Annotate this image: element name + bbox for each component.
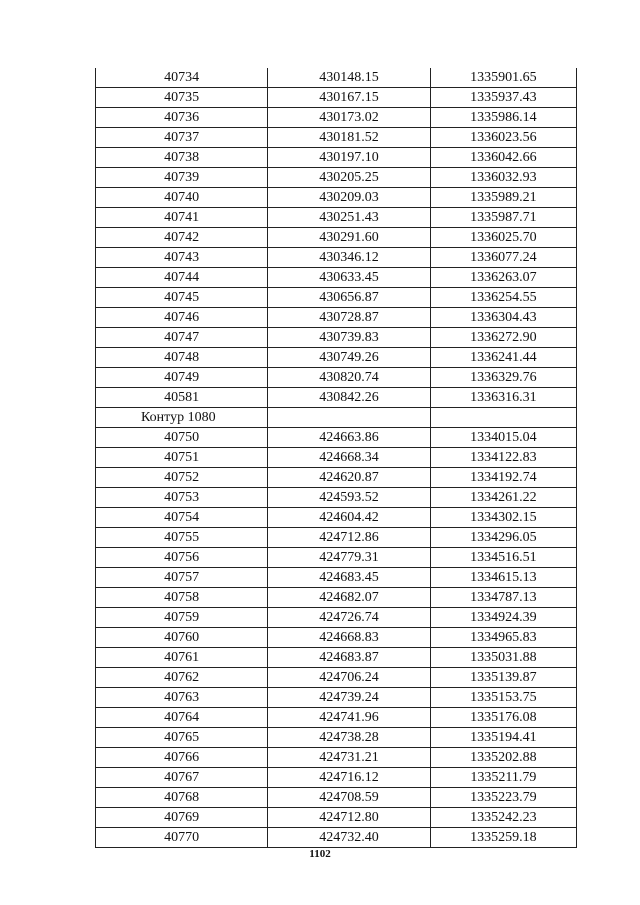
x-coordinate-cell: 424706.24 [268, 668, 430, 688]
table-row [96, 388, 577, 408]
x-coordinate-cell: 430148.15 [268, 68, 430, 88]
table-row [96, 268, 577, 288]
contour-label: Контур 1080 [96, 408, 268, 428]
point-id-cell: 40734 [96, 68, 268, 88]
y-coordinate-cell: 1334296.05 [430, 528, 576, 548]
point-id-cell: 40759 [96, 608, 268, 628]
x-coordinate-cell: 424604.42 [268, 508, 430, 528]
y-coordinate-cell: 1336025.70 [430, 228, 576, 248]
y-coordinate-cell: 1335031.88 [430, 648, 576, 668]
contour-header-row [96, 408, 577, 428]
y-coordinate-cell: 1335986.14 [430, 108, 576, 128]
y-coordinate-cell: 1334924.39 [430, 608, 576, 628]
x-coordinate-cell: 430251.43 [268, 208, 430, 228]
x-coordinate-cell: 424741.96 [268, 708, 430, 728]
x-coordinate-cell: 424712.86 [268, 528, 430, 548]
y-coordinate-cell: 1336241.44 [430, 348, 576, 368]
y-coordinate-cell: 1336329.76 [430, 368, 576, 388]
x-coordinate-cell: 424731.21 [268, 748, 430, 768]
table-row [96, 108, 577, 128]
y-coordinate-cell: 1335259.18 [430, 828, 576, 848]
x-coordinate-cell: 430181.52 [268, 128, 430, 148]
table-row [96, 768, 577, 788]
table-row [96, 348, 577, 368]
x-coordinate-cell: 430749.26 [268, 348, 430, 368]
point-id-cell: 40745 [96, 288, 268, 308]
y-coordinate-cell: 1336023.56 [430, 128, 576, 148]
table-row [96, 748, 577, 768]
x-coordinate-cell: 424779.31 [268, 548, 430, 568]
table-row [96, 628, 577, 648]
y-coordinate-cell: 1335242.23 [430, 808, 576, 828]
x-coordinate-cell: 424663.86 [268, 428, 430, 448]
point-id-cell: 40754 [96, 508, 268, 528]
x-coordinate-cell: 430739.83 [268, 328, 430, 348]
y-coordinate-cell: 1335901.65 [430, 68, 576, 88]
table-row [96, 148, 577, 168]
table-row [96, 168, 577, 188]
y-coordinate-cell: 1335989.21 [430, 188, 576, 208]
y-coordinate-cell: 1334965.83 [430, 628, 576, 648]
table-row [96, 668, 577, 688]
point-id-cell: 40770 [96, 828, 268, 848]
y-coordinate-cell: 1335176.08 [430, 708, 576, 728]
x-coordinate-cell: 424726.74 [268, 608, 430, 628]
y-coordinate-cell: 1334192.74 [430, 468, 576, 488]
empty-cell [268, 408, 430, 428]
y-coordinate-cell: 1336254.55 [430, 288, 576, 308]
x-coordinate-cell: 424620.87 [268, 468, 430, 488]
point-id-cell: 40737 [96, 128, 268, 148]
point-id-cell: 40757 [96, 568, 268, 588]
point-id-cell: 40753 [96, 488, 268, 508]
x-coordinate-cell: 430633.45 [268, 268, 430, 288]
table-row [96, 808, 577, 828]
table-row [96, 788, 577, 808]
point-id-cell: 40747 [96, 328, 268, 348]
table-row [96, 188, 577, 208]
x-coordinate-cell: 430291.60 [268, 228, 430, 248]
point-id-cell: 40735 [96, 88, 268, 108]
x-coordinate-cell: 424739.24 [268, 688, 430, 708]
table-row [96, 428, 577, 448]
point-id-cell: 40769 [96, 808, 268, 828]
point-id-cell: 40760 [96, 628, 268, 648]
x-coordinate-cell: 424716.12 [268, 768, 430, 788]
y-coordinate-cell: 1335987.71 [430, 208, 576, 228]
table-row [96, 128, 577, 148]
table-row [96, 548, 577, 568]
y-coordinate-cell: 1336042.66 [430, 148, 576, 168]
y-coordinate-cell: 1336304.43 [430, 308, 576, 328]
empty-cell [430, 408, 576, 428]
y-coordinate-cell: 1335194.41 [430, 728, 576, 748]
point-id-cell: 40741 [96, 208, 268, 228]
x-coordinate-cell: 424738.28 [268, 728, 430, 748]
table-row [96, 208, 577, 228]
x-coordinate-cell: 424682.07 [268, 588, 430, 608]
y-coordinate-cell: 1334261.22 [430, 488, 576, 508]
y-coordinate-cell: 1336316.31 [430, 388, 576, 408]
y-coordinate-cell: 1335202.88 [430, 748, 576, 768]
point-id-cell: 40746 [96, 308, 268, 328]
table-row [96, 228, 577, 248]
x-coordinate-cell: 430820.74 [268, 368, 430, 388]
y-coordinate-cell: 1334516.51 [430, 548, 576, 568]
table-row [96, 508, 577, 528]
table-row [96, 708, 577, 728]
y-coordinate-cell: 1335223.79 [430, 788, 576, 808]
x-coordinate-cell: 424668.34 [268, 448, 430, 468]
point-id-cell: 40766 [96, 748, 268, 768]
y-coordinate-cell: 1334615.13 [430, 568, 576, 588]
point-id-cell: 40743 [96, 248, 268, 268]
x-coordinate-cell: 424683.45 [268, 568, 430, 588]
point-id-cell: 40755 [96, 528, 268, 548]
table-row [96, 308, 577, 328]
x-coordinate-cell: 430197.10 [268, 148, 430, 168]
x-coordinate-cell: 430167.15 [268, 88, 430, 108]
table-row [96, 288, 577, 308]
y-coordinate-cell: 1336263.07 [430, 268, 576, 288]
point-id-cell: 40756 [96, 548, 268, 568]
y-coordinate-cell: 1334302.15 [430, 508, 576, 528]
point-id-cell: 40768 [96, 788, 268, 808]
table-row [96, 248, 577, 268]
point-id-cell: 40767 [96, 768, 268, 788]
point-id-cell: 40739 [96, 168, 268, 188]
y-coordinate-cell: 1336077.24 [430, 248, 576, 268]
y-coordinate-cell: 1334015.04 [430, 428, 576, 448]
table-row [96, 688, 577, 708]
table-row [96, 468, 577, 488]
table-row [96, 328, 577, 348]
x-coordinate-cell: 430346.12 [268, 248, 430, 268]
x-coordinate-cell: 430842.26 [268, 388, 430, 408]
table-row [96, 648, 577, 668]
x-coordinate-cell: 424668.83 [268, 628, 430, 648]
point-id-cell: 40763 [96, 688, 268, 708]
x-coordinate-cell: 424732.40 [268, 828, 430, 848]
point-id-cell: 40748 [96, 348, 268, 368]
x-coordinate-cell: 424593.52 [268, 488, 430, 508]
point-id-cell: 40740 [96, 188, 268, 208]
point-id-cell: 40738 [96, 148, 268, 168]
y-coordinate-cell: 1334787.13 [430, 588, 576, 608]
y-coordinate-cell: 1334122.83 [430, 448, 576, 468]
x-coordinate-cell: 430656.87 [268, 288, 430, 308]
y-coordinate-cell: 1336032.93 [430, 168, 576, 188]
point-id-cell: 40761 [96, 648, 268, 668]
point-id-cell: 40765 [96, 728, 268, 748]
point-id-cell: 40758 [96, 588, 268, 608]
point-id-cell: 40581 [96, 388, 268, 408]
point-id-cell: 40750 [96, 428, 268, 448]
table-row [96, 568, 577, 588]
point-id-cell: 40749 [96, 368, 268, 388]
x-coordinate-cell: 424683.87 [268, 648, 430, 668]
point-id-cell: 40762 [96, 668, 268, 688]
point-id-cell: 40742 [96, 228, 268, 248]
point-id-cell: 40744 [96, 268, 268, 288]
y-coordinate-cell: 1335937.43 [430, 88, 576, 108]
x-coordinate-cell: 424712.80 [268, 808, 430, 828]
point-id-cell: 40764 [96, 708, 268, 728]
point-id-cell: 40752 [96, 468, 268, 488]
table-row [96, 88, 577, 108]
point-id-cell: 40736 [96, 108, 268, 128]
point-id-cell: 40751 [96, 448, 268, 468]
table-row [96, 528, 577, 548]
table-row [96, 728, 577, 748]
y-coordinate-cell: 1336272.90 [430, 328, 576, 348]
page-number: 1102 [309, 848, 331, 860]
table-row [96, 608, 577, 628]
y-coordinate-cell: 1335139.87 [430, 668, 576, 688]
y-coordinate-cell: 1335211.79 [430, 768, 576, 788]
coordinates-table [95, 68, 577, 848]
table-row [96, 828, 577, 848]
x-coordinate-cell: 430173.02 [268, 108, 430, 128]
x-coordinate-cell: 430205.25 [268, 168, 430, 188]
table-row [96, 368, 577, 388]
x-coordinate-cell: 430728.87 [268, 308, 430, 328]
x-coordinate-cell: 424708.59 [268, 788, 430, 808]
table-row [96, 588, 577, 608]
table-row [96, 448, 577, 468]
y-coordinate-cell: 1335153.75 [430, 688, 576, 708]
coordinates-table-body [96, 68, 577, 848]
table-row [96, 488, 577, 508]
table-row [96, 68, 577, 88]
x-coordinate-cell: 430209.03 [268, 188, 430, 208]
